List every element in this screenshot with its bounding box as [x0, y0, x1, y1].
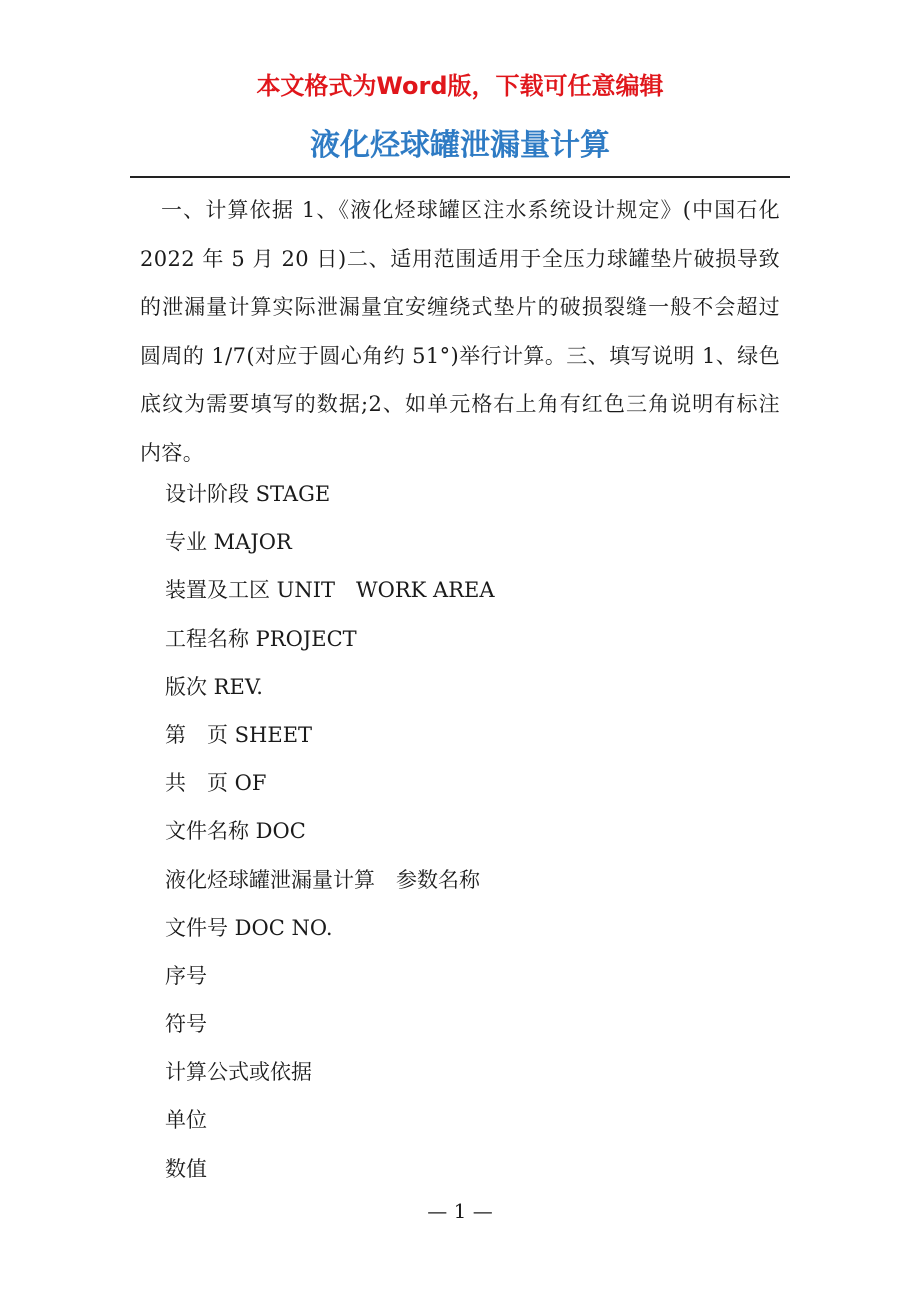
field-line-rev: 版次 REV. — [165, 674, 263, 699]
field-line-param-name: 液化烃球罐泄漏量计算 参数名称 — [165, 867, 480, 892]
intro-paragraph: 一、计算依据 1、《液化烃球罐区注水系统设计规定》(中国石化 2022 年 5 月 20 日)二、适用范围适用于全压力球罐垫片破损导致的泄漏量计算实际泄漏量宜安缠绕式垫片的破损裂缝一般不会超过圆周的 1/7(对应于圆心角约 51°)举行计算。三、填写说明 1、绿色底纹为需要填写的数据;2、如单元格右上角有红色三角说明有标注内容。 — [140, 198, 780, 465]
field-line-formula: 计算公式或依据 — [165, 1060, 312, 1085]
document-title: 液化烃球罐泄漏量计算 — [310, 128, 610, 163]
field-line-stage: 设计阶段 STAGE — [165, 482, 331, 506]
field-line-value: 数值 — [165, 1156, 207, 1181]
field-line-unit-measure: 单位 — [165, 1108, 207, 1133]
field-line-symbol: 符号 — [165, 1012, 207, 1037]
field-line-doc-no: 文件号 DOC NO. — [165, 915, 333, 940]
field-list — [165, 470, 765, 1193]
word-format-notice: 本文格式为Word版，下载可任意编辑 — [256, 72, 664, 100]
field-line-doc: 文件名称 DOC — [165, 819, 306, 844]
field-line-of: 共 页 OF — [165, 771, 267, 796]
field-line-sheet: 第 页 SHEET — [165, 722, 313, 747]
field-line-seq: 序号 — [165, 963, 207, 988]
field-line-project: 工程名称 PROJECT — [165, 626, 357, 651]
page-number: — 1 — — [427, 1199, 493, 1223]
field-line-unit: 装置及工区 UNIT WORK AREA — [165, 578, 495, 603]
field-line-major: 专业 MAJOR — [165, 530, 292, 555]
title-divider — [130, 176, 790, 178]
